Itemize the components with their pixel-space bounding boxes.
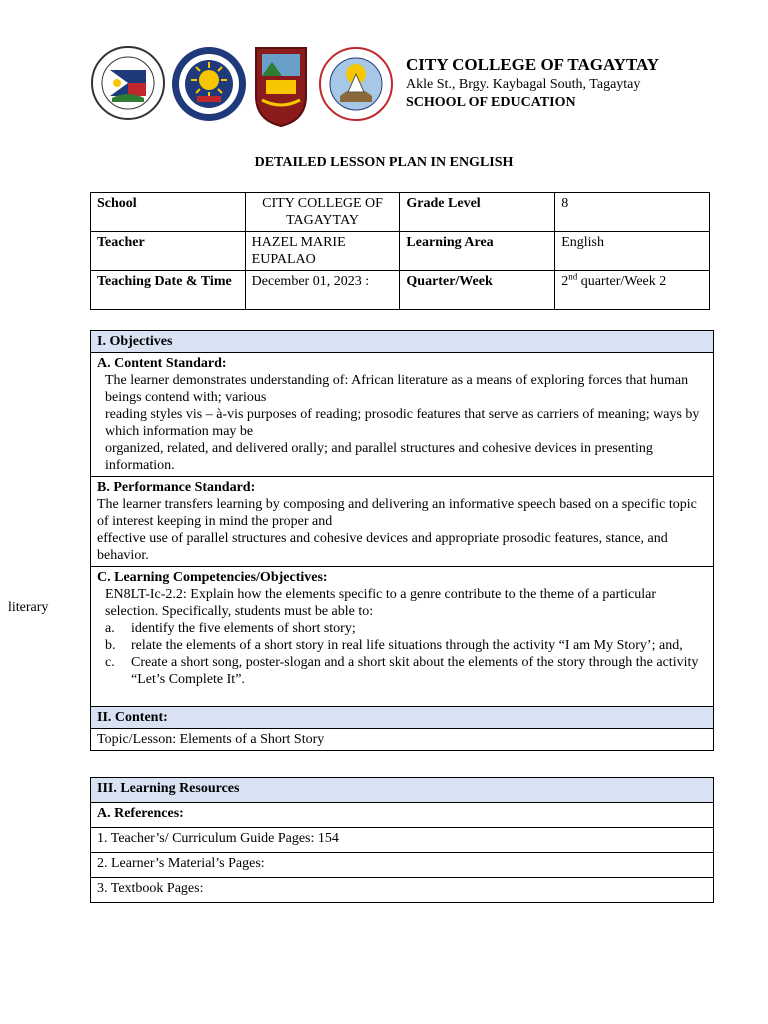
objectives-heading: I. Objectives — [91, 331, 714, 353]
school-of-education-seal — [318, 44, 394, 124]
table-row — [91, 232, 710, 271]
competencies-list — [97, 620, 707, 688]
performance-standard-line: effective use of parallel structures and cohesive devices and appropriate prosodic features, stance, and behavior. — [97, 531, 668, 563]
content-standard-line: reading styles vis – à-vis purposes of reading; prosodic features that serve as carriers of meaning; ways by which information may be — [105, 407, 700, 439]
competencies-cell — [91, 567, 714, 707]
list-marker: a. — [105, 621, 115, 636]
table-row — [91, 331, 714, 353]
references-heading: A. References: — [91, 803, 714, 828]
ched-seal — [170, 42, 248, 126]
table-row — [91, 567, 714, 707]
city-college-seal — [252, 44, 310, 128]
quarter-value — [555, 271, 710, 310]
resource-row: 2. Learner’s Material’s Pages: — [91, 853, 714, 878]
school-label: School — [91, 193, 246, 232]
school-name: SCHOOL OF EDUCATION — [406, 95, 576, 110]
teacher-value: HAZEL MARIE EUPALAO — [245, 232, 400, 271]
table-row — [91, 477, 714, 567]
content-standard-line: The learner demonstrates understanding of: African literature as a means of exploring forces that human beings contend with; various — [105, 373, 689, 405]
area-label: Learning Area — [400, 232, 555, 271]
list-item — [105, 637, 707, 654]
table-row — [91, 778, 714, 803]
list-marker: c. — [105, 655, 115, 670]
content-heading: II. Content: — [91, 707, 714, 729]
content-standard-heading: A. Content Standard: — [97, 356, 227, 371]
teacher-label: Teacher — [91, 232, 246, 271]
stray-word: literary — [8, 600, 49, 615]
area-value: English — [555, 232, 710, 271]
table-row — [91, 193, 710, 232]
performance-standard-cell — [91, 477, 714, 567]
quarter-label: Quarter/Week — [400, 271, 555, 310]
resources-table — [90, 777, 714, 903]
document-title: DETAILED LESSON PLAN IN ENGLISH — [254, 155, 514, 170]
table-row — [91, 707, 714, 729]
college-header — [406, 54, 659, 112]
table-row — [91, 271, 710, 310]
quarter-number: 2 — [561, 274, 569, 289]
quarter-text: quarter/Week 2 — [577, 274, 667, 289]
resource-row: 1. Teacher’s/ Curriculum Guide Pages: 154 — [91, 828, 714, 853]
college-address: Akle St., Brgy. Kaybagal South, Tagaytay — [406, 77, 641, 92]
list-item-text: identify the five elements of short story; — [131, 621, 356, 636]
grade-value: 8 — [555, 193, 710, 232]
content-standard-cell — [91, 353, 714, 477]
list-item-text: Create a short song, poster-slogan and a short skit about the elements of the story through the activity “Let’s Complete It”. — [131, 655, 699, 687]
performance-standard-heading: B. Performance Standard: — [97, 480, 256, 495]
list-item — [105, 620, 707, 637]
table-row — [91, 729, 714, 751]
table-row — [91, 878, 714, 903]
tagaytay-city-seal — [90, 40, 166, 126]
competencies-heading: C. Learning Competencies/Objectives: — [97, 570, 328, 585]
list-item — [105, 654, 707, 688]
school-value: CITY COLLEGE OF TAGAYTAY — [245, 193, 400, 232]
list-item-text: relate the elements of a short story in real life situations through the activity “I am My Story’; and, — [131, 638, 683, 653]
table-row — [91, 828, 714, 853]
table-row — [91, 853, 714, 878]
table-row — [91, 803, 714, 828]
content-standard-line: organized, related, and delivered orally; and parallel structures and cohesive devices in presenting information. — [105, 441, 653, 473]
date-value: December 01, 2023 : — [245, 271, 400, 310]
logo-strip — [90, 40, 390, 130]
lesson-info-table — [90, 192, 710, 310]
grade-label: Grade Level — [400, 193, 555, 232]
list-marker: b. — [105, 638, 116, 653]
competencies-intro: EN8LT-Ic-2.2: Explain how the elements specific to a genre contribute to the theme of a particular selection. Specifically, students must be able to: — [105, 587, 656, 619]
performance-standard-line: The learner transfers learning by composing and delivering an informative speech based on a specific topic of interest keeping in mind the proper and — [97, 497, 697, 529]
resource-row: 3. Textbook Pages: — [91, 878, 714, 903]
objectives-table — [90, 330, 714, 751]
date-label: Teaching Date & Time — [91, 271, 246, 310]
resources-heading: III. Learning Resources — [91, 778, 714, 803]
content-topic: Topic/Lesson: Elements of a Short Story — [91, 729, 714, 751]
table-row — [91, 353, 714, 477]
college-name: CITY COLLEGE OF TAGAYTAY — [406, 55, 660, 74]
quarter-suffix: nd — [568, 271, 578, 282]
